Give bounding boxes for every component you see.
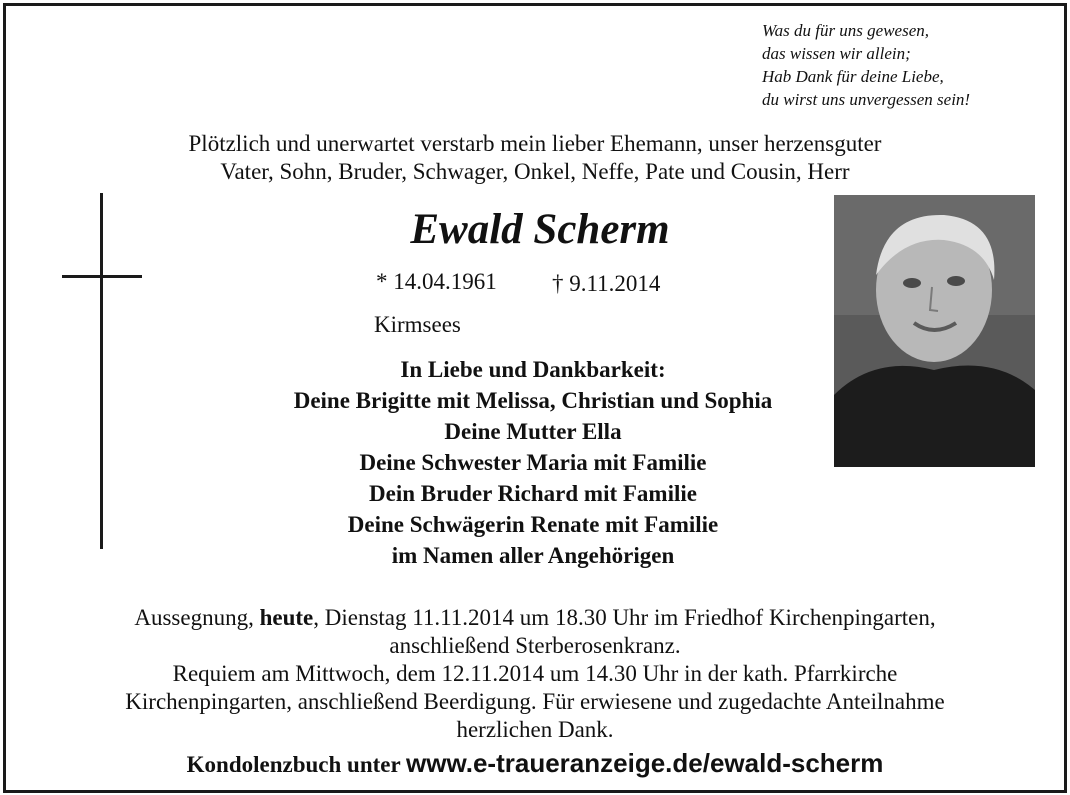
poem-line: das wissen wir allein; xyxy=(762,44,911,63)
condolence-book xyxy=(0,748,1070,779)
residence-place: Kirmsees xyxy=(374,312,461,337)
poem xyxy=(762,19,1062,111)
cross-vertical-bar xyxy=(100,193,103,549)
service-line: Kirchenpingarten, anschließend Beerdigung. Für erwiesene und zugedachte Anteilnahme xyxy=(125,689,945,714)
intro-line: Plötzlich und unerwartet verstarb mein lieber Ehemann, unser herzensguter xyxy=(188,131,882,156)
mourner-line: Deine Schwester Maria mit Familie xyxy=(359,450,707,475)
poem-line: Hab Dank für deine Liebe, xyxy=(762,67,944,86)
service-today: heute xyxy=(259,605,314,630)
mourner-line: Deine Mutter Ella xyxy=(444,419,622,444)
poem-line: Was du für uns gewesen, xyxy=(762,21,930,40)
portrait-illustration xyxy=(834,195,1035,467)
birth-date: * 14.04.1961 xyxy=(376,269,497,294)
portrait-photo xyxy=(834,195,1035,467)
intro-text xyxy=(0,130,1070,186)
mourners-list xyxy=(233,354,833,571)
mourner-line: Deine Brigitte mit Melissa, Christian und Sophia xyxy=(293,388,773,413)
condolence-link[interactable]: www.e-traueranzeige.de/ewald-scherm xyxy=(406,748,884,778)
service-line: anschließend Sterberosenkranz. xyxy=(389,633,681,658)
service-line: Requiem am Mittwoch, dem 12.11.2014 um 14.30 Uhr in der kath. Pfarrkirche xyxy=(172,661,898,686)
mourner-line: im Namen aller Angehörigen xyxy=(391,543,675,568)
death-date: † 9.11.2014 xyxy=(552,271,661,296)
service-details xyxy=(0,604,1070,744)
condolence-label: Kondolenzbuch unter xyxy=(186,752,407,777)
mourner-line: Dein Bruder Richard mit Familie xyxy=(369,481,697,506)
mourner-line: Deine Schwägerin Renate mit Familie xyxy=(347,512,719,537)
service-line xyxy=(0,604,1070,632)
service-text: , Dienstag 11.11.2014 um 18.30 Uhr im Friedhof Kirchenpingarten, xyxy=(313,605,936,630)
intro-line: Vater, Sohn, Bruder, Schwager, Onkel, Neffe, Pate und Cousin, Herr xyxy=(220,159,850,184)
poem-line: du wirst uns unvergessen sein! xyxy=(762,90,971,109)
service-text: Aussegnung, xyxy=(134,605,260,630)
cross-horizontal-bar xyxy=(62,275,142,278)
mourners-heading: In Liebe und Dankbarkeit: xyxy=(400,357,666,382)
service-line: herzlichen Dank. xyxy=(456,717,614,742)
deceased-name: Ewald Scherm xyxy=(410,206,670,253)
